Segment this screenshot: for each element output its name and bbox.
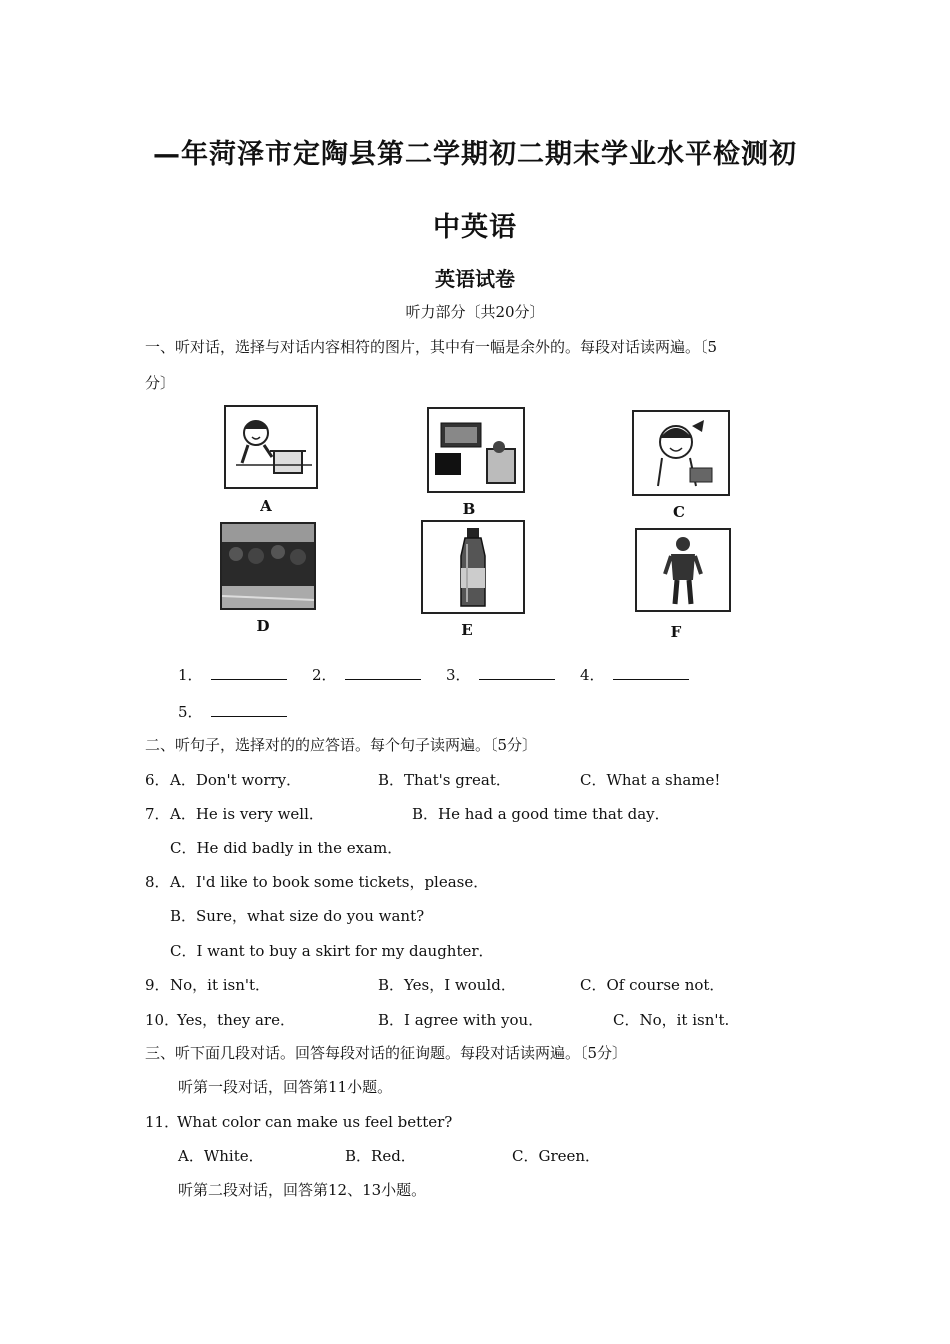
question-8-number: 8． <box>145 873 170 891</box>
tv-watching-illustration <box>429 409 523 491</box>
answer-blank-4[interactable] <box>580 665 689 685</box>
paper-subtitle: 英语试卷 <box>435 267 515 291</box>
question-9-option-b: B．Yes，I would． <box>378 976 516 994</box>
blank-number: 5． <box>178 703 203 721</box>
question-9-option-c: C．Of course not． <box>580 976 725 994</box>
question-9-number: 9． <box>145 976 170 994</box>
boy-cooking-illustration <box>226 407 316 487</box>
question-10-option-c: C．No，it isn't. <box>613 1011 730 1029</box>
question-10-number: 10． <box>145 1011 180 1029</box>
picture-e <box>421 520 525 614</box>
picture-label-b: B <box>462 500 476 518</box>
answer-blank-3[interactable] <box>446 665 555 685</box>
question-6-option-c: C．What a shame! <box>580 771 721 789</box>
blank-number: 1． <box>178 666 203 684</box>
blank-number: 3． <box>446 666 471 684</box>
section3-instruction: 三、听下面几段对话。回答每段对话的征询题。每段对话读两遍。〔5分〕 <box>145 1044 628 1062</box>
question-6-option-a: A．Don't worry． <box>170 771 302 789</box>
question-7-option-a: A．He is very well． <box>170 805 324 823</box>
question-11-option-c: C．Green． <box>512 1147 601 1165</box>
girl-on-phone-illustration <box>634 412 728 494</box>
question-8-option-a: A．I'd like to book some tickets，please． <box>170 873 489 891</box>
standing-man-illustration <box>637 530 729 610</box>
question-6-option-b: B．That's great． <box>378 771 511 789</box>
blank-line <box>613 665 689 680</box>
blank-number: 4． <box>580 666 605 684</box>
listening-section-header: 听力部分〔共20分〕 <box>405 303 545 321</box>
picture-label-a: A <box>260 497 272 515</box>
document-title-line2: 中英语 <box>433 212 517 243</box>
bottle-illustration <box>423 522 523 612</box>
picture-a <box>224 405 318 489</box>
picture-d <box>220 522 316 610</box>
question-8-option-b: B．Sure，what size do you want? <box>170 907 425 925</box>
picture-label-f: F <box>670 623 682 641</box>
question-10-option-b: B．I agree with you． <box>378 1011 544 1029</box>
answer-blank-1[interactable] <box>178 665 287 685</box>
question-7-option-b: B．He had a good time that day． <box>412 805 670 823</box>
question-11-option-b: B．Red． <box>345 1147 416 1165</box>
section2-instruction: 二、听句子，选择对的的应答语。每个句子读两遍。〔5分〕 <box>145 736 538 754</box>
picture-f <box>635 528 731 612</box>
question-10-option-a: Yes，they are． <box>177 1011 295 1029</box>
document-title-line1: —年菏泽市定陶县第二学期初二期末学业水平检测初 <box>153 139 797 170</box>
answer-blank-5[interactable] <box>178 702 287 722</box>
question-7-option-c: C．He did badly in the exam． <box>170 839 403 857</box>
blank-line <box>479 665 555 680</box>
picture-label-c: C <box>673 503 685 521</box>
blank-line <box>345 665 421 680</box>
picture-c <box>632 410 730 496</box>
blank-line <box>211 702 287 717</box>
picture-label-e: E <box>461 621 473 639</box>
section1-instruction: 一、听对话，选择与对话内容相符的图片，其中有一幅是余外的。每段对话读两遍。〔5 <box>145 338 718 356</box>
blank-number: 2． <box>312 666 337 684</box>
section1-instruction-cont: 分〕 <box>145 374 176 392</box>
question-6-number: 6． <box>145 771 170 789</box>
question-9-option-a: No，it isn't． <box>170 976 271 994</box>
answer-blank-2[interactable] <box>312 665 421 685</box>
picture-label-d: D <box>256 617 270 635</box>
question-8-option-c: C．I want to buy a skirt for my daughter． <box>170 942 494 960</box>
dialog-2-note: 听第二段对话，回答第12、13小题。 <box>178 1181 427 1199</box>
crowd-photo <box>222 524 314 608</box>
question-11-option-a: A．White． <box>178 1147 264 1165</box>
question-11-text: What color can make us feel better? <box>177 1113 453 1131</box>
picture-b <box>427 407 525 493</box>
question-7-number: 7． <box>145 805 170 823</box>
dialog-1-note: 听第一段对话，回答第11小题。 <box>178 1078 393 1096</box>
blank-line <box>211 665 287 680</box>
question-11-number: 11． <box>145 1113 180 1131</box>
